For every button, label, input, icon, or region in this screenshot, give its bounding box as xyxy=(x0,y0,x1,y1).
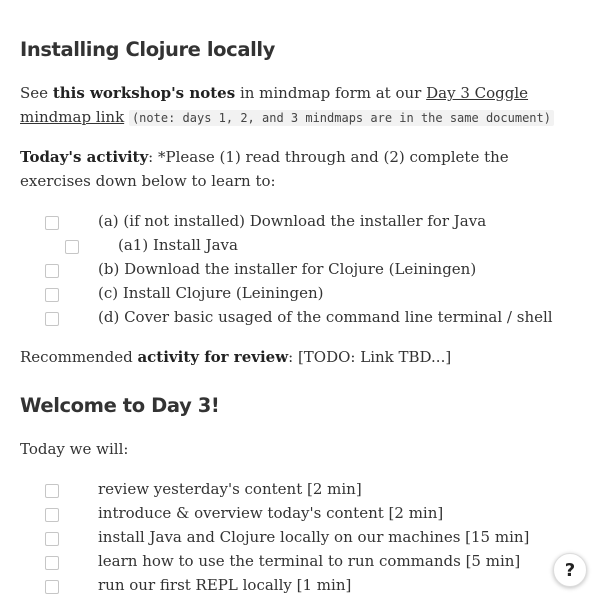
review-paragraph xyxy=(20,345,570,369)
task-checkbox[interactable] xyxy=(45,288,59,302)
task-label: (b) Download the installer for Clojure (Leiningen) xyxy=(98,260,477,278)
agenda-label: review yesterday's content [2 min] xyxy=(98,480,362,498)
agenda-label: introduce & overview today's content [2 min] xyxy=(98,504,444,522)
notes-paragraph xyxy=(20,81,570,130)
review-post-text: : [TODO: Link TBD...] xyxy=(288,348,452,366)
review-bold-text: activity for review xyxy=(137,348,289,366)
agenda-label: learn how to use the terminal to run commands [5 min] xyxy=(98,552,521,570)
agenda-label: run our first REPL locally [1 min] xyxy=(98,576,352,594)
task-label: (d) Cover basic usaged of the command line terminal / shell xyxy=(98,308,553,326)
task-checkbox[interactable] xyxy=(45,312,59,326)
activity-text: : *Please (1) read through and (2) complete the exercises down below to learn to: xyxy=(20,148,509,190)
task-label: (a) (if not installed) Download the installer for Java xyxy=(98,212,487,230)
review-pre-text: Recommended xyxy=(20,348,133,366)
activity-paragraph xyxy=(20,145,570,193)
help-button[interactable]: ? xyxy=(553,553,587,587)
agenda-checkbox[interactable] xyxy=(45,556,59,570)
task-label: (a1) Install Java xyxy=(118,236,238,254)
task-checkbox[interactable] xyxy=(65,240,79,254)
agenda-label: install Java and Clojure locally on our machines [15 min] xyxy=(98,528,530,546)
task-label: (c) Install Clojure (Leiningen) xyxy=(98,284,324,302)
agenda-checkbox[interactable] xyxy=(45,580,59,594)
agenda-checkbox[interactable] xyxy=(45,532,59,546)
notes-mid-text: in mindmap form at our xyxy=(239,84,422,102)
task-checkbox[interactable] xyxy=(45,216,59,230)
notes-bold-text: this workshop's notes xyxy=(52,84,236,102)
heading-installing-clojure: Installing Clojure locally xyxy=(20,38,275,61)
agenda-checkbox[interactable] xyxy=(45,484,59,498)
coggle-mindmap-link[interactable]: Day 3 Coggle mindmap link xyxy=(20,84,529,126)
activity-bold-text: Today's activity xyxy=(20,148,149,166)
notes-code: (note: days 1, 2, and 3 mindmaps are in the same document) xyxy=(129,110,554,126)
heading-welcome-day-3: Welcome to Day 3! xyxy=(20,394,220,417)
notes-see-text: See xyxy=(20,84,49,102)
task-checkbox[interactable] xyxy=(45,264,59,278)
intro-paragraph: Today we will: xyxy=(20,440,129,458)
agenda-checkbox[interactable] xyxy=(45,508,59,522)
